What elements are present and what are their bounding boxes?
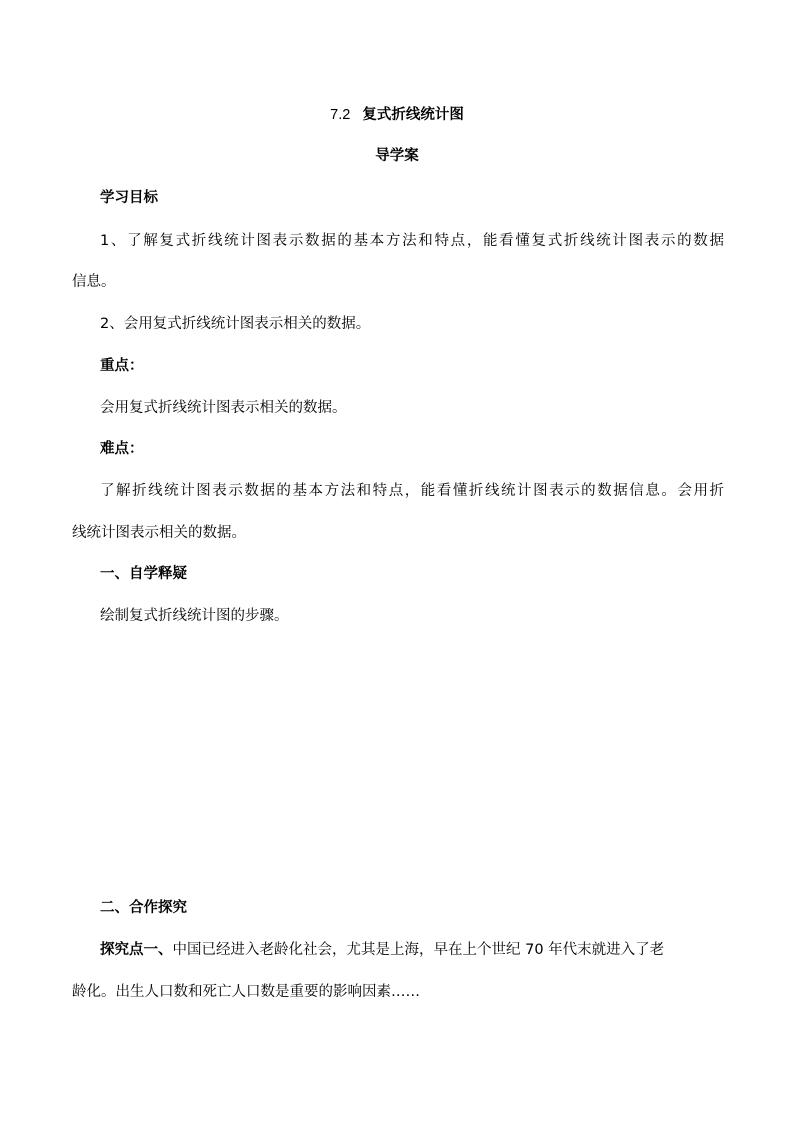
objectives-heading: 学习目标 bbox=[100, 190, 158, 206]
explore-point-label: 探究点一、 bbox=[100, 942, 173, 958]
difficulty-line-2: 线统计图表示相关的数据。 bbox=[72, 525, 246, 541]
title-text: 复式折线统计图 bbox=[362, 107, 464, 123]
section-1-heading: 一、自学释疑 bbox=[100, 566, 187, 582]
difficulty-line-1: 了解折线统计图表示数据的基本方法和特点，能看懂折线统计图表示的数据信息。会用折 bbox=[100, 483, 724, 499]
document-title bbox=[0, 105, 794, 125]
objective-1-line-1: 1、了解复式折线统计图表示数据的基本方法和特点，能看懂复式折线统计图表示的数据 bbox=[100, 233, 724, 249]
objective-2: 2、会用复式折线统计图表示相关的数据。 bbox=[100, 316, 371, 332]
explore-point-1-line-2: 龄化。出生人口数和死亡人口数是重要的影响因素…… bbox=[72, 984, 420, 1000]
title-number: 7.2 bbox=[330, 107, 351, 123]
explore-point-1-line-1 bbox=[100, 940, 664, 960]
document-subtitle: 导学案 bbox=[375, 148, 419, 164]
key-point-text: 会用复式折线统计图表示相关的数据。 bbox=[100, 400, 347, 416]
difficulty-heading: 难点： bbox=[100, 441, 144, 457]
section-2-heading: 二、合作探究 bbox=[100, 900, 187, 916]
section-1-text: 绘制复式折线统计图的步骤。 bbox=[100, 608, 289, 624]
objective-1-line-2: 信息。 bbox=[72, 274, 116, 290]
explore-point-text: 中国已经进入老龄化社会，尤其是上海，早在上个世纪 70 年代末就进入了老 bbox=[172, 942, 665, 958]
key-point-heading: 重点： bbox=[100, 358, 144, 374]
